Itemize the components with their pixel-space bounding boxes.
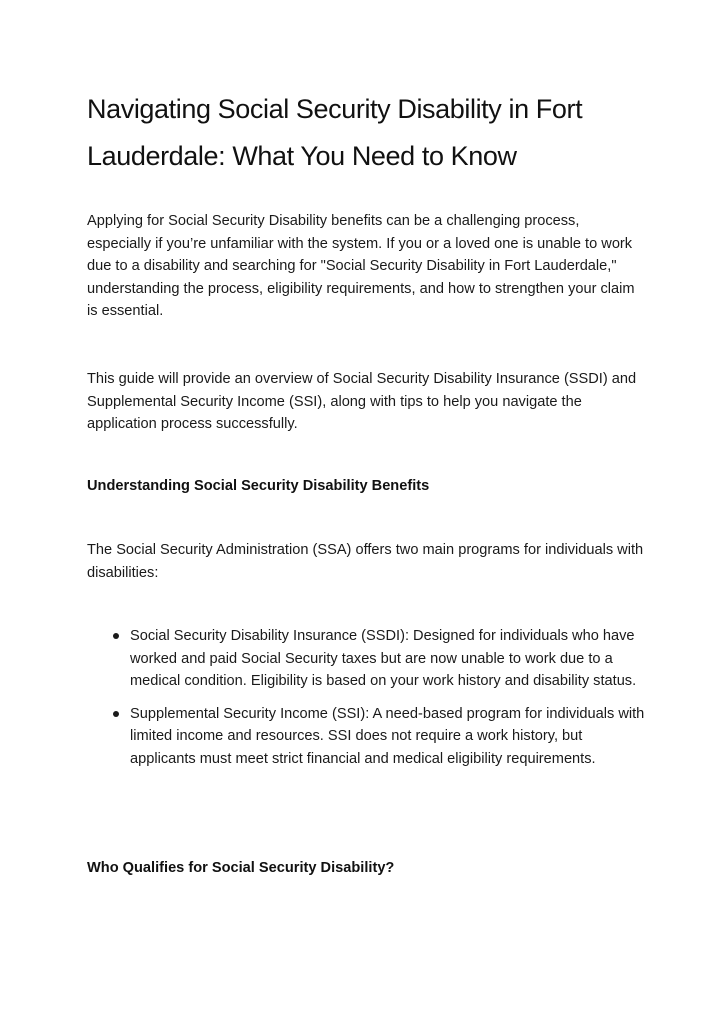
bullet-icon bbox=[113, 711, 119, 717]
page-title: Navigating Social Security Disability in Fort Lauderdale: What You Need to Know bbox=[87, 94, 583, 171]
bullet-icon bbox=[113, 633, 119, 639]
intro-paragraph: Applying for Social Security Disability benefits can be a challenging process, especially if you’re unfamiliar with the system. If you or a loved one is unable to work due to a disability and searching for "Social Security Disability in Fort Lauderdale," understanding the process, eligibility requirements, and how to strengthen your claim is essential. bbox=[87, 213, 635, 320]
programs-intro-paragraph: The Social Security Administration (SSA) offers two main programs for individuals with disabilities: bbox=[87, 542, 644, 581]
bullet-item-ssdi bbox=[87, 625, 647, 693]
programs-bullet-list bbox=[87, 625, 647, 781]
bullet-text-ssi: Supplemental Security Income (SSI): A need-based program for individuals with limited income and resources. SSI does not require a work history, but applicants must meet strict financial and medical eligibility requirements. bbox=[130, 705, 645, 767]
guide-paragraph: This guide will provide an overview of Social Security Disability Insurance (SSDI) and Supplemental Security Income (SSI), along with tips to help you navigate the application process successfully. bbox=[87, 371, 637, 433]
section-heading-qualifies: Who Qualifies for Social Security Disability? bbox=[87, 860, 395, 876]
bullet-item-ssi bbox=[87, 703, 647, 771]
section-heading-benefits: Understanding Social Security Disability Benefits bbox=[87, 478, 430, 494]
bullet-text-ssdi: Social Security Disability Insurance (SSDI): Designed for individuals who have worked and paid Social Security taxes but are now unable to work due to a medical condition. Eligibility is based on your work history and disability status. bbox=[130, 628, 637, 690]
